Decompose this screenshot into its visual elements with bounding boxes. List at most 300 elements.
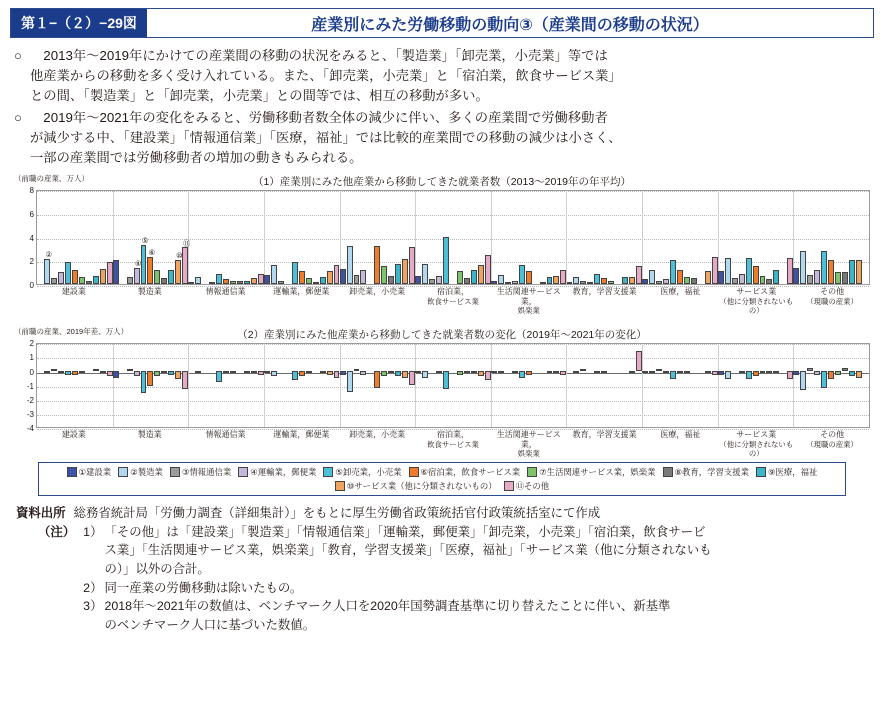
bar — [422, 264, 428, 284]
x-axis-tick-label: その他 （現職の産業） — [806, 430, 858, 449]
bar — [691, 278, 697, 284]
note-label: （注） — [38, 524, 76, 539]
bar-slot — [560, 342, 566, 427]
bar — [505, 282, 511, 284]
bar — [478, 371, 484, 377]
bar-slot — [594, 189, 600, 284]
bar-slot — [519, 189, 525, 284]
bar — [787, 258, 793, 284]
bar-group — [793, 189, 869, 284]
bar — [320, 277, 326, 284]
bar-group — [415, 189, 491, 284]
bar-group — [566, 342, 642, 427]
bar-group — [642, 189, 718, 284]
bar-slot — [168, 189, 174, 284]
bar — [842, 272, 848, 284]
bar-slot — [402, 342, 408, 427]
bar — [821, 251, 827, 284]
bar-slot — [580, 189, 586, 284]
bar — [134, 371, 140, 377]
bar — [147, 257, 153, 284]
bar — [86, 281, 92, 285]
bar — [264, 371, 270, 374]
chart1-plot-area — [14, 186, 870, 316]
bar-slot — [278, 189, 284, 284]
bar-slot — [471, 342, 477, 427]
bar — [793, 371, 799, 375]
bar — [237, 281, 243, 285]
bar — [622, 277, 628, 284]
bar — [299, 271, 305, 284]
bar-slot — [120, 342, 126, 427]
legend-swatch — [409, 467, 419, 477]
bar-slot — [72, 342, 78, 427]
bar — [251, 371, 257, 374]
bar-slot — [327, 342, 333, 427]
bar-slot — [485, 342, 491, 427]
bar-slot — [567, 189, 573, 284]
bar — [491, 371, 497, 373]
bar-slot — [436, 189, 442, 284]
bar — [381, 266, 387, 284]
legend-swatch — [527, 467, 537, 477]
bar — [340, 371, 346, 375]
bar — [471, 371, 477, 374]
bar — [712, 257, 718, 284]
bar-slot — [127, 189, 133, 284]
bar-slot — [285, 189, 291, 284]
bar-slot — [691, 342, 697, 427]
bar-annotation: ⑤ — [141, 236, 149, 246]
bar — [443, 371, 449, 389]
bar-slot — [327, 189, 333, 284]
bar-slot — [457, 189, 463, 284]
bar-slot — [134, 342, 140, 427]
y-axis-tick-label: -4 — [26, 424, 34, 434]
bar-slot — [209, 189, 215, 284]
bar-slot — [793, 342, 799, 427]
y-axis-tick-label: -1 — [26, 381, 34, 391]
bar-slot — [540, 342, 546, 427]
bar — [800, 251, 806, 284]
bar — [388, 276, 394, 284]
legend-swatch — [238, 467, 248, 477]
bar-slot — [608, 342, 614, 427]
bar-slot — [100, 189, 106, 284]
note-item: 1） 「その他」は「建設業」「製造業」「情報通信業」「運輸業，郵便業」「卸売業，小売業」「宿泊業，飲食サービ ス業」「生活関連サービス業，娯楽業」「教育，学習支援業」「医療，福祉」「サービス業（他に分類されないも の）」以外の合計。 — [83, 524, 712, 577]
y-axis-tick-label: 2 — [29, 339, 34, 349]
plot-frame — [26, 339, 870, 434]
bar-slot — [388, 342, 394, 427]
legend-label: ①建設業 — [78, 467, 112, 478]
x-axis-tick-label: 教育，学習支援業 — [572, 430, 637, 440]
bar — [512, 281, 518, 285]
bar-slot — [526, 189, 532, 284]
bar-group — [37, 342, 113, 427]
bar — [409, 247, 415, 284]
bar-slot — [388, 189, 394, 284]
bar — [306, 371, 312, 374]
bar-slot — [519, 342, 525, 427]
bar-slot — [856, 189, 862, 284]
note-item: 3） 2018年〜2021年の数値は、ベンチマーク人口を2020年国勢調査基準に切り替えたことに伴い、新基準 のベンチマーク人口に基づいた数値。 — [83, 599, 671, 632]
bar-group — [718, 342, 794, 427]
bar-slot — [464, 342, 470, 427]
bar — [766, 279, 772, 284]
bar-slot — [374, 189, 380, 284]
bar-slot — [320, 189, 326, 284]
y-axis-tick-label: 6 — [29, 209, 34, 219]
bar-slot — [760, 189, 766, 284]
legend-swatch — [335, 481, 345, 491]
bar-slot — [547, 189, 553, 284]
bar-slot — [863, 342, 869, 427]
bar — [580, 369, 586, 371]
bar-slot — [766, 342, 772, 427]
note-row — [16, 523, 868, 635]
bar-slot — [292, 342, 298, 427]
bar-slot — [540, 189, 546, 284]
bar — [567, 282, 573, 284]
bar — [478, 265, 484, 284]
bar — [429, 279, 435, 284]
bar-slot — [821, 189, 827, 284]
bar-slot — [670, 189, 676, 284]
bar — [327, 271, 333, 284]
bar-group — [113, 342, 189, 427]
legend-item — [504, 480, 550, 492]
bar-slot — [835, 342, 841, 427]
bar-slot — [161, 189, 167, 284]
bar-slot — [264, 189, 270, 284]
bar-slot — [154, 189, 160, 284]
bar-slot — [773, 189, 779, 284]
bar — [65, 371, 71, 375]
bar-slot — [573, 189, 579, 284]
bar-slot — [223, 342, 229, 427]
bar — [519, 371, 525, 378]
bar-slot — [320, 342, 326, 427]
bar — [168, 371, 174, 375]
bar-slot — [725, 189, 731, 284]
y-axis-tick-label: 2 — [29, 257, 34, 267]
bar — [320, 371, 326, 373]
bar-slot — [526, 342, 532, 427]
bar-group — [491, 342, 567, 427]
bar — [134, 268, 140, 285]
bar — [381, 371, 387, 377]
legend-swatch — [663, 467, 673, 477]
legend-item — [756, 466, 817, 478]
bar-slot — [835, 189, 841, 284]
y-axis-tick-label: 0 — [29, 281, 34, 291]
bar — [223, 279, 229, 284]
bar-slot — [188, 189, 194, 284]
bar-slot — [615, 189, 621, 284]
bar-slot — [258, 189, 264, 284]
bar — [127, 369, 133, 371]
bar — [402, 371, 408, 378]
bar — [842, 368, 848, 371]
bar-slot — [113, 189, 119, 284]
bar — [485, 255, 491, 285]
bar-slot — [422, 342, 428, 427]
bar-slot — [705, 189, 711, 284]
bar-slot — [58, 342, 64, 427]
bar-group — [566, 189, 642, 284]
chart2-unit-label: （前職の産業、2019年差、万人） — [14, 327, 129, 337]
x-axis-tick-label: 教育，学習支援業 — [572, 287, 637, 297]
bar — [175, 260, 181, 284]
bar-slot — [209, 342, 215, 427]
bar-slot — [182, 189, 191, 284]
bar — [718, 371, 724, 375]
bar — [547, 277, 553, 284]
bar — [443, 237, 449, 285]
bar-slot — [395, 189, 401, 284]
bar-annotation: ④ — [134, 258, 142, 268]
summary-bullet — [14, 108, 870, 169]
bar-slot — [450, 342, 456, 427]
bar — [340, 269, 346, 284]
bar — [828, 260, 834, 284]
bar — [725, 371, 731, 380]
bar-slot — [780, 342, 786, 427]
bar — [223, 371, 229, 374]
bar-slot — [306, 189, 312, 284]
legend-label: ⑦生活関連サービス業，娯楽業 — [539, 467, 656, 478]
bar-annotation: ② — [45, 250, 53, 260]
bar — [360, 270, 366, 284]
bar — [72, 371, 78, 375]
bar-slot — [512, 189, 518, 284]
bar-slot — [340, 189, 346, 284]
legend-swatch — [504, 481, 514, 491]
bar-group — [264, 189, 340, 284]
bar — [663, 371, 669, 373]
bar-slot — [642, 189, 648, 284]
bar — [347, 371, 353, 392]
bar-slot — [491, 342, 497, 427]
bar — [594, 274, 600, 285]
x-axis-labels — [36, 428, 870, 459]
bar — [100, 269, 106, 284]
bar-slot — [429, 342, 435, 427]
bar — [347, 246, 353, 284]
legend-label: ④運輸業，郵便業 — [250, 467, 317, 478]
bar — [760, 276, 766, 284]
bar — [519, 265, 525, 284]
bar-slot — [415, 342, 421, 427]
x-axis-tick-label: 卸売業，小売業 — [349, 287, 406, 297]
bar-slot — [230, 189, 236, 284]
bar-group — [340, 189, 416, 284]
legend-label: ⑥宿泊業，飲食サービス業 — [420, 467, 521, 478]
bar-slot — [684, 342, 690, 427]
bar — [230, 281, 236, 285]
legend-label: ③情報通信業 — [181, 467, 232, 478]
bar-slot — [367, 342, 373, 427]
x-axis-tick-label: 建設業 — [61, 430, 86, 440]
bar-slot — [271, 189, 277, 284]
bar — [216, 274, 222, 285]
legend-label: ⑧教育，学習支援業 — [674, 467, 750, 478]
legend-swatch — [323, 467, 333, 477]
bar-slot — [271, 342, 277, 427]
bar — [58, 371, 64, 373]
bar — [415, 276, 421, 284]
y-axis-tick-label: 4 — [29, 233, 34, 243]
bar-slot — [443, 189, 449, 284]
bar — [656, 369, 662, 371]
bar — [773, 270, 779, 284]
bar-slot — [787, 342, 793, 427]
summary-bullet — [14, 46, 870, 107]
bar-slot — [299, 342, 305, 427]
bullet-text: 2019年〜2021年の変化をみると、労働移動者数全体の減少に伴い、多くの産業間で労働移動者 が減少する中、「建設業」「情報通信業」「医療，福祉」では比較的産業間での移動の減少は小さく、 一部の産業間では労働移動者の増加の動きもみられる。 — [30, 109, 622, 166]
bar-slot — [374, 342, 380, 427]
bar-slot — [705, 342, 711, 427]
bar-slot — [746, 189, 752, 284]
bar — [526, 271, 532, 284]
bar-slot — [580, 342, 586, 427]
bar-slot — [622, 189, 628, 284]
bar — [244, 371, 250, 373]
bar — [422, 371, 428, 378]
bar-slot — [278, 342, 284, 427]
chart-panel-2 — [14, 327, 870, 459]
bar-annotation: ⑥ — [148, 247, 156, 257]
bar — [464, 278, 470, 284]
bar-slot — [381, 189, 387, 284]
bar — [821, 371, 827, 388]
bar — [354, 275, 360, 285]
x-axis-tick-label: その他 （現職の産業） — [806, 287, 858, 306]
bar — [601, 278, 607, 284]
bar — [436, 276, 442, 284]
bar-slot — [712, 342, 718, 427]
bar — [360, 371, 366, 375]
source-text: 総務省統計局「労働力調査（詳細集計）」をもとに厚生労働省政策統括官付政策統括室にて作成 — [73, 506, 601, 521]
bar-slot — [244, 342, 250, 427]
bar-slot — [216, 342, 222, 427]
bar — [485, 371, 491, 381]
bar-slot — [505, 189, 511, 284]
bar-slot — [622, 342, 628, 427]
bar-slot — [505, 342, 511, 427]
bar — [65, 262, 71, 285]
bar-slot — [237, 189, 243, 284]
bar-group — [718, 189, 794, 284]
bullet-text: 2013年〜2019年にかけての産業間の移動の状況をみると、「製造業」「卸売業，小売業」等では 他産業からの移動を多く受け入れている。また、「卸売業，小売業」と「宿泊業，飲食サービス業」 との間、「製造業」と「卸売業，小売業」との間等では、相互の移動が多い。 — [30, 48, 622, 104]
bar-slot — [100, 342, 106, 427]
bar — [684, 371, 690, 373]
chart2-plot-area — [14, 339, 870, 459]
bar — [560, 371, 566, 375]
figure-header — [10, 8, 874, 38]
bar-slot — [72, 189, 78, 284]
bar-slot — [594, 342, 600, 427]
legend-swatch — [67, 467, 77, 477]
bar-slot — [120, 189, 126, 284]
bar — [649, 270, 655, 284]
x-axis-tick-label: 情報通信業 — [205, 430, 246, 440]
bar — [766, 371, 772, 373]
bar-slot — [498, 342, 504, 427]
bar — [79, 371, 85, 373]
x-axis-tick-label: 情報通信業 — [205, 287, 246, 297]
bar-slot — [478, 189, 484, 284]
y-axis-tick-label: -3 — [26, 410, 34, 420]
bar-slot — [79, 342, 85, 427]
note-items — [75, 523, 868, 635]
bar-slot — [360, 189, 366, 284]
bar-slot — [560, 189, 566, 284]
bar-slot — [842, 189, 848, 284]
bar — [547, 371, 553, 373]
bar — [161, 278, 167, 284]
bar — [753, 266, 759, 284]
bar — [498, 275, 504, 285]
x-axis-tick-label: 宿泊業， 飲食サービス業 — [427, 287, 479, 306]
bullet-mark: ○ — [14, 48, 22, 63]
bar — [154, 371, 160, 377]
bar-slot — [849, 189, 855, 284]
bar-slot — [354, 342, 360, 427]
bar — [113, 371, 119, 378]
bar — [292, 371, 298, 381]
x-axis-tick-label: 運輸業，郵便業 — [273, 430, 330, 440]
bar — [793, 268, 799, 285]
y-axis-tick-label: 8 — [29, 186, 34, 196]
bar — [807, 275, 813, 285]
bar — [464, 371, 470, 373]
bar-group — [188, 342, 264, 427]
bar — [51, 369, 57, 371]
bar-group — [37, 189, 113, 284]
bar-slot — [264, 342, 270, 427]
bar-group — [642, 342, 718, 427]
bar-slot — [175, 342, 181, 427]
legend-item — [323, 466, 401, 478]
bar — [629, 371, 635, 373]
bar-slot — [712, 189, 718, 284]
bar — [587, 282, 593, 284]
bar — [856, 371, 862, 378]
bar — [746, 258, 752, 284]
bar-slot — [230, 342, 236, 427]
bar-slot — [51, 342, 57, 427]
note-item: 2） 同一産業の労働移動は除いたもの。 — [83, 580, 303, 595]
bar-slot — [244, 189, 250, 284]
bar — [271, 265, 277, 284]
bar-slot — [725, 342, 731, 427]
bar — [161, 371, 167, 373]
bar-slot — [306, 342, 312, 427]
bar-slot — [58, 189, 64, 284]
bar-slot — [677, 189, 683, 284]
bar-slot — [127, 342, 133, 427]
bar-slot — [698, 342, 704, 427]
bar — [642, 371, 648, 373]
bar-annotation: ⑩ — [176, 251, 183, 261]
bar-slot — [780, 189, 786, 284]
bar-slot — [141, 342, 147, 427]
bar-slot — [340, 342, 346, 427]
bar — [299, 371, 305, 377]
bar-slot — [422, 189, 428, 284]
bar-slot — [285, 342, 291, 427]
